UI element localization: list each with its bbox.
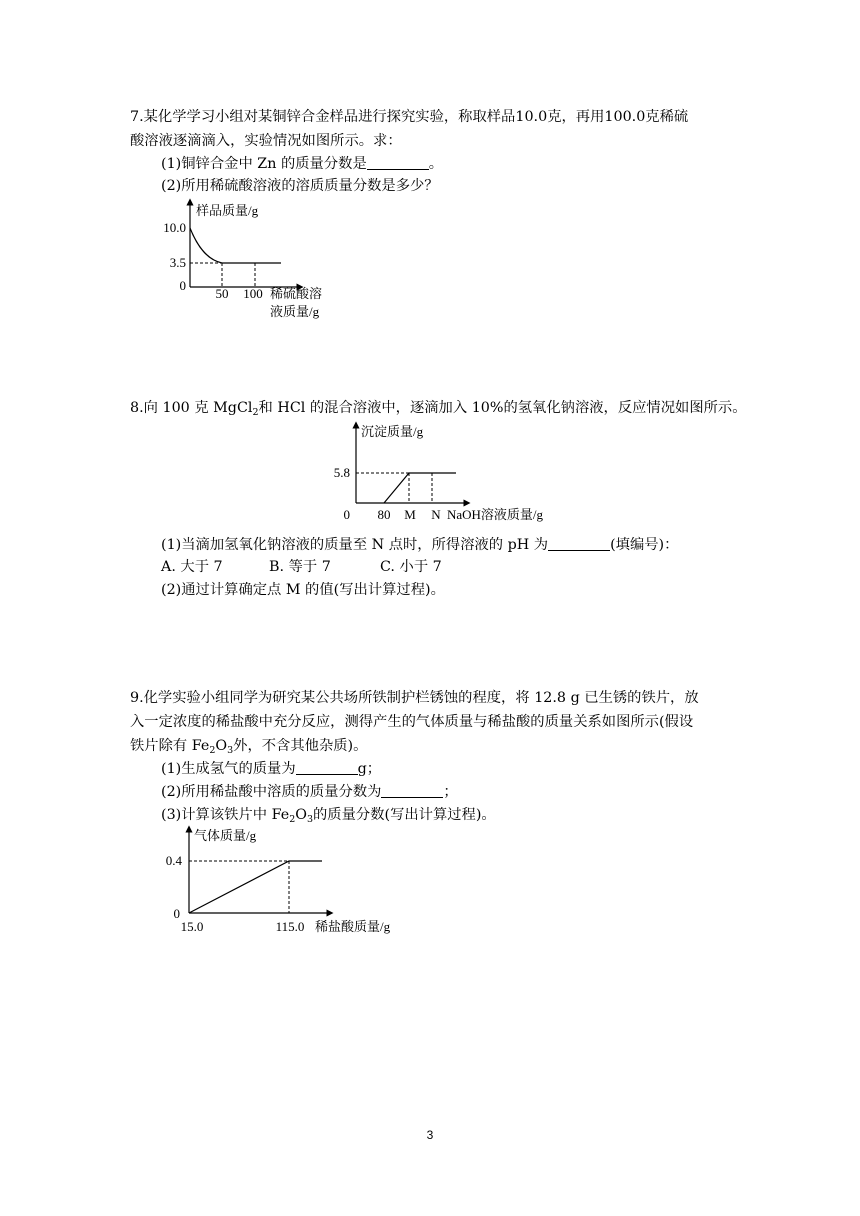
q7-ytick: 3.5 [169,255,186,270]
answer-blank[interactable] [296,760,358,775]
q8-xtick: 80 [377,507,391,522]
q9-ylabel: 气体质量/g [194,828,257,843]
q7-ytick: 10.0 [163,220,186,235]
q9-part-3-sub: 3 [306,814,314,825]
q8-xtick: M [404,507,416,522]
q8-series-line [384,473,456,503]
q7-xlabel: 液质量/g [270,304,320,319]
q8-line-1-a: 8.向 100 克 MgCl [130,400,253,416]
q9-part-2 [161,782,458,802]
page-number: 3 [426,1128,434,1142]
q8-origin: 0 [343,507,350,522]
answer-blank[interactable] [381,783,443,798]
q9-part-2-text: (2)所用稀盐酸中溶质的质量分数为 [161,784,382,800]
q8-option-a: A. 大于 7 [161,559,223,575]
q9-part-1 [161,759,381,779]
q8-part-1-end: (填编号)： [610,537,679,553]
q7-origin: 0 [179,278,186,293]
q9-chart [150,824,410,936]
q9-part-3 [161,805,496,825]
q9-line-3-a: 铁片除有 Fe [130,738,210,754]
q8-ylabel: 沉淀质量/g [361,424,424,439]
q8-part-1-text: (1)当滴加氢氧化钠溶液的质量至 N 点时，所得溶液的 pH 为 [161,537,549,553]
q9-line-3-b: 外，不含其他杂质)。 [233,738,368,754]
q8-ytick: 5.8 [333,465,350,480]
q8-xtick: N [431,507,441,522]
q9-xlabel: 稀盐酸质量/g [315,919,391,934]
q8-option-b: B. 等于 7 [269,559,331,575]
q8-line-1 [130,398,747,418]
q8-xlabel: NaOH溶液质量/g [447,507,544,522]
q8-chart [325,420,570,528]
q7-line-1: 7.某化学学习小组对某铜锌合金样品进行探究实验，称取样品10.0克，再用100.0克稀硫 [130,109,689,125]
q7-ylabel: 样品质量/g [196,203,259,218]
q7-chart [150,198,350,328]
q9-line-3-sub: 3 [227,745,234,756]
q7-line-2: 酸溶液逐滴滴入，实验情况如图所示。求： [130,133,402,149]
q8-line-1-b: 和 HCl 的混合溶液中，逐滴加入 10%的氢氧化钠溶液，反应情况如图所示。 [258,400,747,416]
answer-blank[interactable] [367,155,429,170]
q9-line-3-o: O [215,738,228,754]
q9-part-3-a: (3)计算该铁片中 Fe [161,807,290,823]
q7-xlabel: 稀硫酸溶 [270,286,323,301]
q8-part-2: (2)通过计算确定点 M 的值(写出计算过程)。 [161,582,445,598]
q7-part-1-end: 。 [428,156,444,172]
q7-series-line [190,228,281,263]
q9-line-3 [130,736,367,756]
q7-part-1 [161,154,443,174]
q9-xtick: 15.0 [180,919,204,934]
q9-part-3-sub: 2 [289,814,296,825]
q7-xtick: 50 [215,286,229,301]
q9-part-3-o: O [295,807,307,823]
q9-origin: 0 [173,906,180,921]
q9-part-1-end: g； [357,761,382,777]
q8-part-1 [161,535,678,555]
q9-ytick: 0.4 [165,853,182,868]
q9-line-2: 入一定浓度的稀盐酸中充分反应，测得产生的气体质量与稀盐酸的质量关系如图所示(假设 [130,714,694,730]
q9-series-line [189,861,322,913]
q7-xtick: 100 [243,286,263,301]
q7-part-2: (2)所用稀硫酸溶液的溶质质量分数是多少？ [161,178,439,194]
q9-part-1-text: (1)生成氢气的质量为 [161,761,296,777]
answer-blank[interactable] [548,536,610,551]
q8-line-1-sub: 2 [252,407,259,418]
q7-part-1-text: (1)铜锌合金中 Zn 的质量分数是 [161,156,367,172]
q9-line-1: 9.化学实验小组同学为研究某公共场所铁制护栏锈蚀的程度，将 12.8 g 已生锈的铁片，放 [130,690,699,706]
q9-xtick: 115.0 [275,919,305,934]
q9-part-2-end: ； [443,784,458,800]
q9-part-3-b: 的质量分数(写出计算过程)。 [313,807,496,823]
q9-line-3-sub: 2 [209,745,216,756]
q8-option-c: C. 小于 7 [380,559,442,575]
